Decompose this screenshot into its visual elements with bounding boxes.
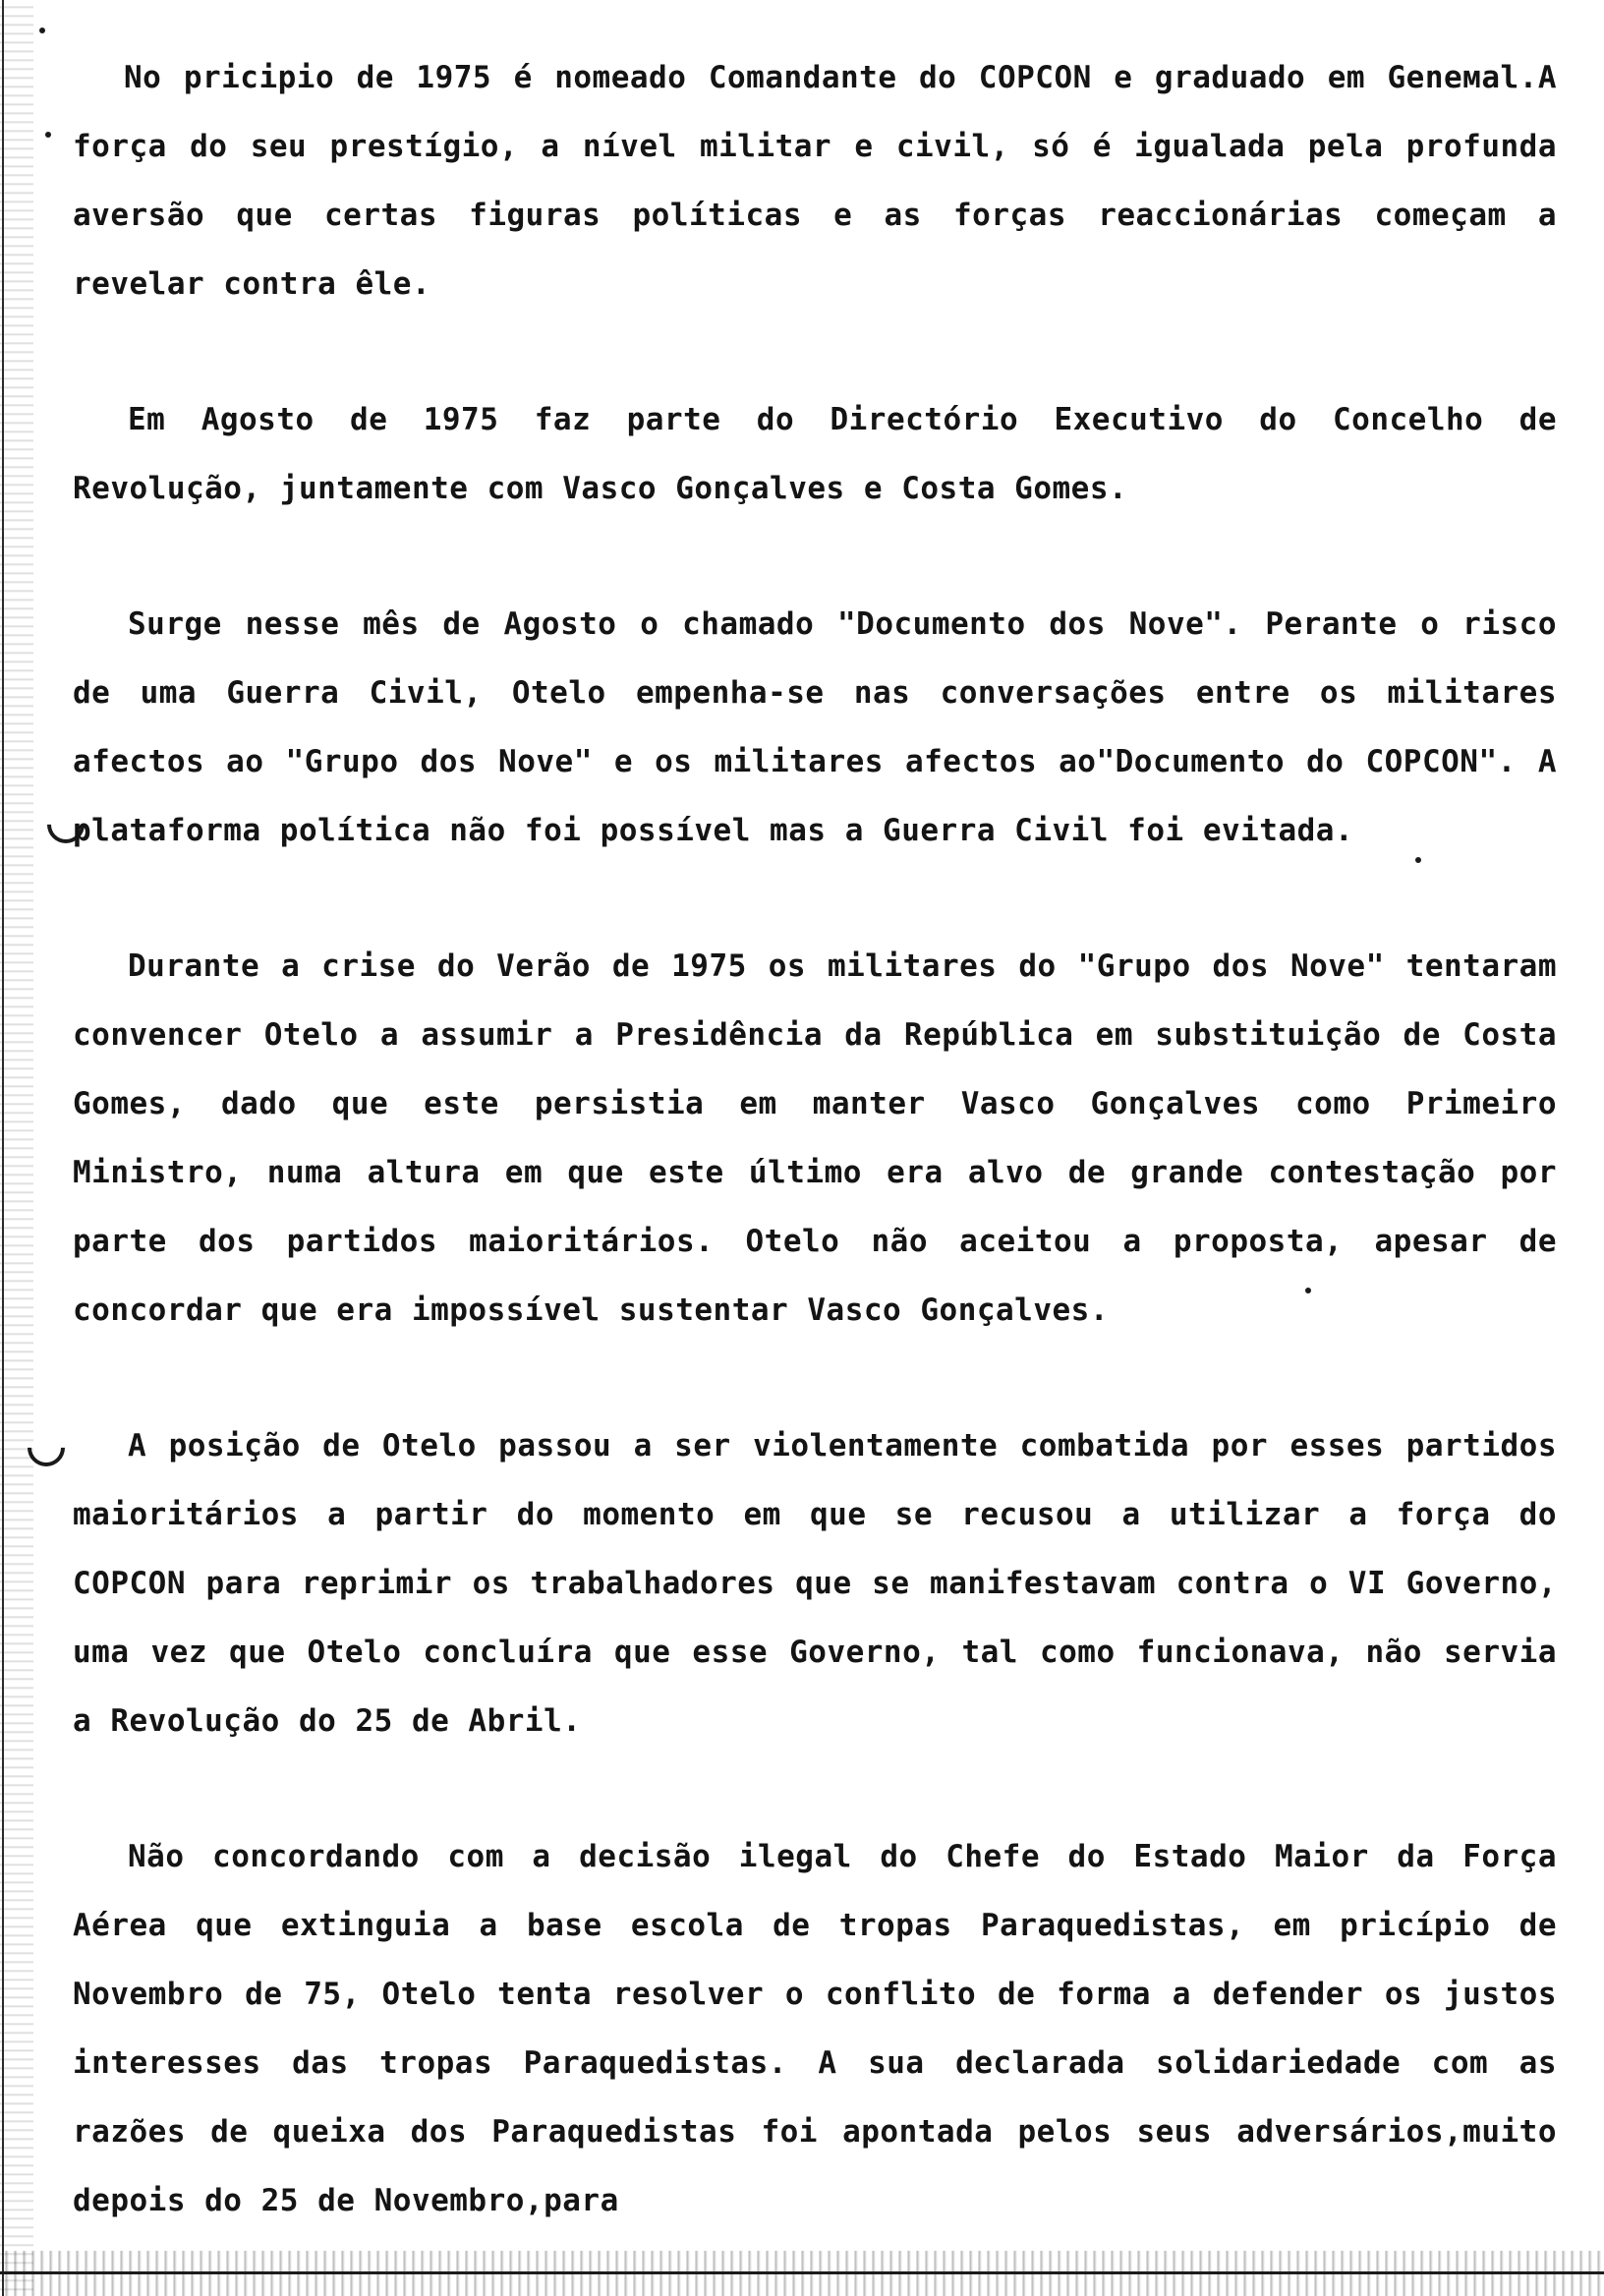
paragraph: Durante a crise do Verão de 1975 os militares do "Grupo dos Nove" tentaram convencer Otelo a assumir a Presidência da República em substituição de Costa Gomes, dado que este persistia em manter Vasco Gonçalves como Primeiro Ministro, numa altura em que este último era alvo de grande contestação por parte dos partidos maioritários. Otelo não aceitou a proposta, apesar de concordar que era impossível sustentar Vasco Gonçalves. <box>73 948 1557 1328</box>
paragraph: A posição de Otelo passou a ser violentamente combatida por esses partidos maioritários a partir do momento em que se recusou a utilizar a força do COPCON para reprimir os trabalhadores que se manifestavam contra o VI Governo, uma vez que Otelo concluíra que esse Governo, tal como funcionava, não servia a Revolução do 25 de Abril. <box>73 1428 1557 1739</box>
scan-left-edge-noise <box>0 0 33 2296</box>
scan-left-edge-line <box>2 0 4 2296</box>
paragraph: Em Agosto de 1975 faz parte do Directório Executivo do Concelho de Revolução, juntamente com Vasco Gonçalves e Costa Gomes. <box>73 402 1557 506</box>
paragraph: Surge nesse mês de Agosto o chamado "Documento dos Nove". Perante o risco de uma Guerra Civil, Otelo empenha-se nas conversações entre os militares afectos ao "Grupo dos Nove" e os militares afectos ao"Documento do COPCON". A plataforma política não foi possível mas a Guerra Civil foi evitada. <box>73 606 1557 848</box>
document-body <box>73 43 1557 2235</box>
scan-bottom-edge-noise <box>0 2251 1604 2296</box>
paragraph: No pricipio de 1975 é nomeado Comandante do COPCON e graduado em Geneмal.A força do seu prestígio, a nível militar e civil, só é igualada pela profunda aversão que certas figuras políticas e as forças reaccionárias começam a revelar contra êle. <box>73 60 1557 302</box>
scan-speck <box>45 132 51 138</box>
scan-speck <box>39 28 45 33</box>
paragraph: Não concordando com a decisão ilegal do Chefe do Estado Maior da Força Aérea que extinguia a base escola de tropas Paraquedistas, em pricípio de Novembro de 75, Otelo tenta resolver o conflito de forma a defender os justos interesses das tropas Paraquedistas. A sua declarada solidariedade com as razões de queixa dos Paraquedistas foi apontada pelos seus adversários,muito depois do 25 de Novembro,para <box>73 1839 1557 2218</box>
